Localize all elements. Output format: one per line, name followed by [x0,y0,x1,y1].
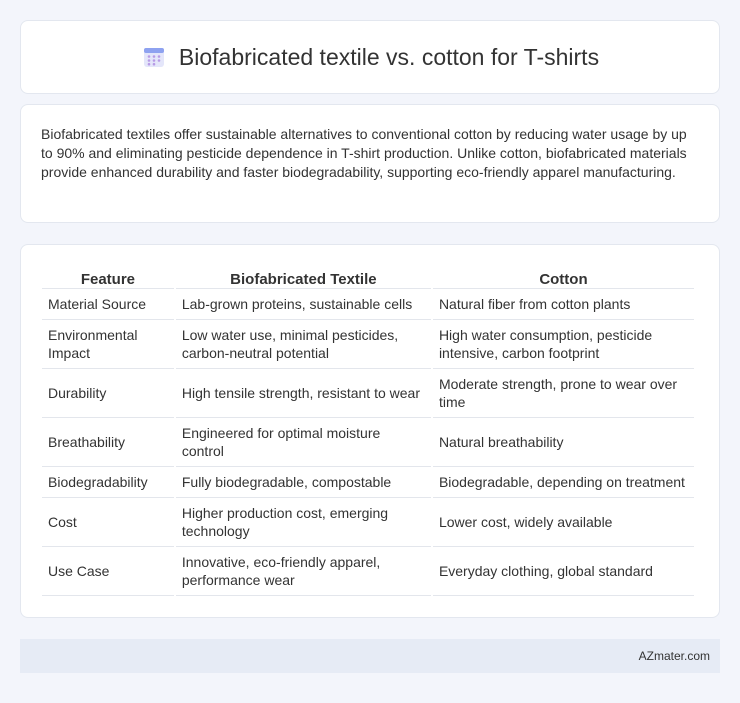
table-cell-biofabricated: Low water use, minimal pesticides, carbon-neutral potential [176,320,431,369]
table-cell-feature: Use Case [42,547,174,596]
table-cell-cotton: High water consumption, pesticide intensive, carbon footprint [433,320,694,369]
footer [20,639,720,673]
table-row [42,289,694,320]
comparison-table [40,267,696,596]
table-cell-cotton: Everyday clothing, global standard [433,547,694,596]
table-cell-biofabricated: Lab-grown proteins, sustainable cells [176,289,431,320]
table-cell-cotton: Natural breathability [433,418,694,467]
table-cell-biofabricated: Higher production cost, emerging technology [176,498,431,547]
footer-brand: AZmater.com [638,649,710,663]
table-cell-cotton: Moderate strength, prone to wear over time [433,369,694,418]
table-cell-feature: Biodegradability [42,467,174,498]
page-title: Biofabricated textile vs. cotton for T-shirts [178,43,600,70]
table-cell-feature: Material Source [42,289,174,320]
table-row [42,369,694,418]
comparison-table-card [20,244,720,618]
summary-card [20,104,720,223]
table-cell-feature: Breathability [42,418,174,467]
table-cell-feature: Environmental Impact [42,320,174,369]
table-cell-cotton: Biodegradable, depending on treatment [433,467,694,498]
table-cell-cotton: Lower cost, widely available [433,498,694,547]
table-header-row [42,267,694,289]
column-header-feature: Feature [42,267,174,289]
summary-text: Biofabricated textiles offer sustainable alternatives to conventional cotton by reducing water usage by up to 90% and eliminating pesticide dependence in T-shirt production. Unlike cotton, biofabricated materials provide enhanced durability and faster biodegradability, supporting eco-friendly apparel manufacturing. [41,126,687,180]
column-header-cotton: Cotton [433,267,694,289]
table-row [42,418,694,467]
table-cell-biofabricated: Engineered for optimal moisture control [176,418,431,467]
table-cell-feature: Durability [42,369,174,418]
table-cell-cotton: Natural fiber from cotton plants [433,289,694,320]
calendar-grid-icon [141,44,167,70]
table-row [42,467,694,498]
table-cell-feature: Cost [42,498,174,547]
table-row [42,498,694,547]
table-row [42,547,694,596]
title-card [20,20,720,94]
table-cell-biofabricated: High tensile strength, resistant to wear [176,369,431,418]
table-row [42,320,694,369]
table-cell-biofabricated: Innovative, eco-friendly apparel, performance wear [176,547,431,596]
table-cell-biofabricated: Fully biodegradable, compostable [176,467,431,498]
column-header-biofabricated: Biofabricated Textile [176,267,431,289]
